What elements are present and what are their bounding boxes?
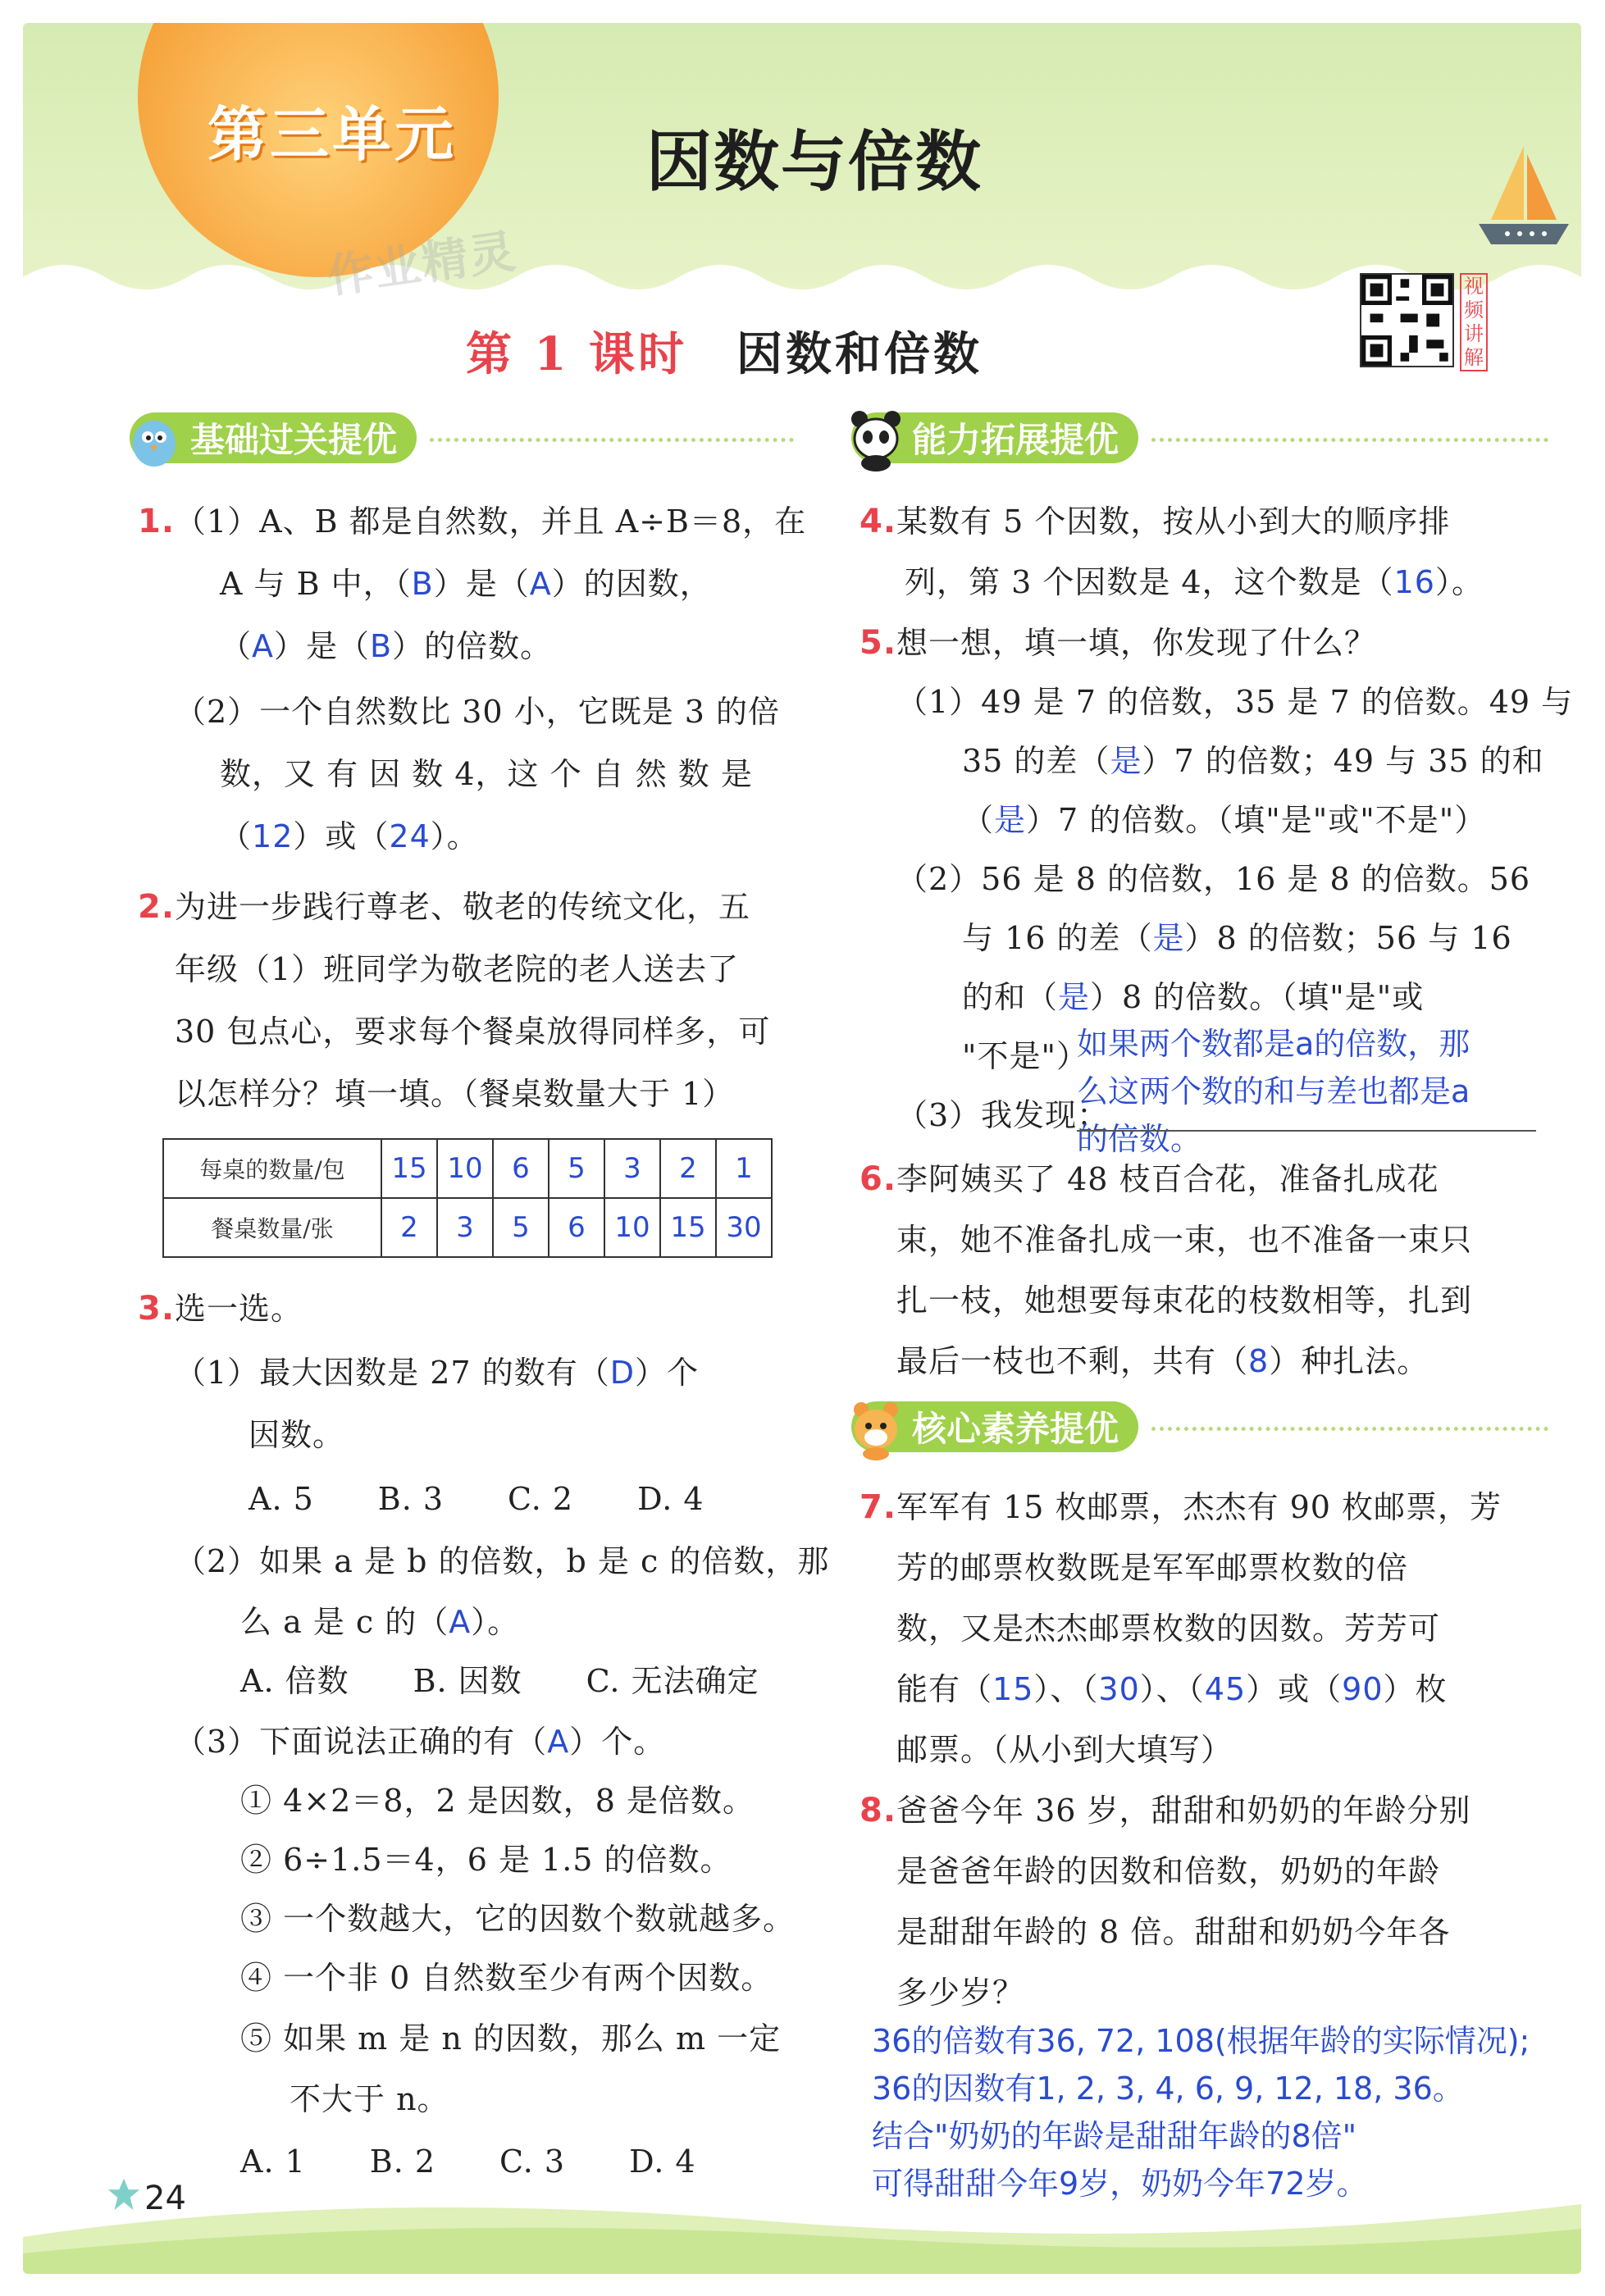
table-row xyxy=(163,1198,772,1257)
q7-text: 能有（ xyxy=(896,1671,993,1707)
q8-line4 xyxy=(896,1961,1024,2024)
q1-line4 xyxy=(175,681,780,743)
q1-text: ）是（ xyxy=(433,566,530,602)
q2-text: 以怎样分？填一填。（餐桌数量大于 1） xyxy=(175,1076,735,1112)
q3-p1-options xyxy=(249,1468,704,1530)
q5-text: （2）56 是 8 的倍数，16 是 8 的倍数。56 xyxy=(896,861,1531,897)
q3-p2-options xyxy=(240,1650,759,1712)
q8-line3 xyxy=(896,1901,1450,1963)
panda-mascot-icon xyxy=(845,403,907,472)
q1-text: ）。 xyxy=(430,818,479,854)
q7-answer[interactable]: 90 xyxy=(1342,1671,1384,1707)
table-cell[interactable]: 6 xyxy=(493,1139,549,1198)
q3-number: 3. xyxy=(138,1290,176,1328)
lesson-name: 因数和倍数 xyxy=(736,327,983,381)
page-number: 24 xyxy=(144,2180,186,2217)
q6-line3 xyxy=(896,1269,1472,1332)
q5-b1 xyxy=(896,848,1530,910)
q1-text: 数，又 有 因 数 4，这 个 自 然 数 是 xyxy=(220,756,753,792)
q7-line3 xyxy=(896,1597,1440,1660)
section-core-pill xyxy=(851,1401,1138,1452)
q2-line1 xyxy=(138,876,750,938)
q8-line1 xyxy=(859,1779,1471,1842)
q5-text: 与 16 的差（ xyxy=(962,920,1153,956)
q8-text: 是甜甜年龄的 8 倍。甜甜和奶奶今年各 xyxy=(896,1914,1451,1950)
q7-line2 xyxy=(896,1537,1408,1599)
dotted-rule xyxy=(1151,1427,1548,1431)
q5-a1 xyxy=(896,671,1573,733)
q5-text: "不是"） xyxy=(962,1038,1088,1074)
q3-text: ）个。 xyxy=(569,1724,666,1760)
q3-answer[interactable]: D xyxy=(609,1355,635,1391)
section-basic-label: 基础过关提优 xyxy=(190,420,398,460)
q8-text: 是爸爸年龄的因数和倍数，奶奶的年龄 xyxy=(896,1853,1441,1889)
q5-b2 xyxy=(962,907,1512,969)
lesson-number: 第 1 课时 xyxy=(466,327,687,381)
dotted-rule xyxy=(1151,438,1548,442)
table-cell[interactable]: 15 xyxy=(660,1198,716,1257)
q3-text: （1）最大因数是 27 的数有（ xyxy=(175,1355,610,1391)
q6-text: 最后一枝也不剩，共有（ xyxy=(896,1343,1249,1379)
q5-finding-line: 如果两个数都是a的倍数，那 xyxy=(1077,1026,1470,1062)
q6-text: 束，她不准备扎成一束，也不准备一束只 xyxy=(896,1222,1473,1258)
unit-label: 第三单元 xyxy=(207,100,458,169)
q5-finding-line: 的倍数。 xyxy=(1077,1121,1202,1157)
q6-text: 李阿姨买了 48 枝百合花，准备扎成花 xyxy=(896,1161,1439,1197)
q5-text: ）8 的倍数；56 与 16 xyxy=(1184,920,1512,956)
q1-answer[interactable]: 24 xyxy=(389,818,431,854)
q6-text: ）种扎法。 xyxy=(1269,1343,1429,1379)
q6-line2 xyxy=(896,1209,1472,1271)
q3-item2 xyxy=(240,1829,732,1891)
q3-text: ② 6÷1.5＝4，6 是 1.5 的倍数。 xyxy=(240,1842,732,1878)
q3-item3 xyxy=(240,1888,795,1950)
q4-number: 4. xyxy=(859,503,897,540)
q3-answer[interactable]: A xyxy=(449,1604,472,1640)
q1-line1 xyxy=(138,490,806,553)
q5-text: 的和（ xyxy=(962,979,1059,1015)
q3-item5b xyxy=(290,2068,449,2130)
section-basic xyxy=(130,408,794,467)
unit-title: 因数与倍数 xyxy=(646,124,983,200)
table-cell[interactable]: 3 xyxy=(604,1139,660,1198)
q7-answer[interactable]: 30 xyxy=(1098,1671,1140,1707)
q6-answer[interactable]: 8 xyxy=(1248,1343,1270,1379)
table-cell[interactable]: 1 xyxy=(716,1139,772,1198)
bird-mascot-icon xyxy=(123,403,185,472)
table-cell[interactable]: 2 xyxy=(660,1139,716,1198)
q1-text: ）或（ xyxy=(293,818,390,854)
workbook-page xyxy=(23,23,1581,2274)
q5-answer[interactable]: 是 xyxy=(994,802,1027,838)
q1-number: 1. xyxy=(138,503,176,540)
q1-line5 xyxy=(220,743,753,805)
q5-text: （3）我发现： xyxy=(896,1097,1110,1133)
q1-answer[interactable]: B xyxy=(370,628,393,664)
q5-b4 xyxy=(962,1025,1088,1087)
q3-text: ① 4×2＝8，2 是因数，8 是倍数。 xyxy=(240,1783,755,1819)
q2-text: 30 包点心，要求每个餐桌放得同样多，可 xyxy=(175,1014,771,1050)
q5-finding-line: 么这两个数的和与差也都是a xyxy=(1077,1073,1470,1109)
q8-solution-line: 36的因数有1, 2, 3, 4, 6, 9, 12, 18, 36。 xyxy=(872,2070,1464,2107)
q3-answer[interactable]: A xyxy=(547,1724,570,1760)
q8-text: 爸爸今年 36 岁，甜甜和奶奶的年龄分别 xyxy=(896,1793,1471,1829)
q7-line4 xyxy=(896,1658,1448,1720)
sailboat-icon xyxy=(1475,138,1573,253)
q5-text: （1）49 是 7 的倍数，35 是 7 的倍数。49 与 xyxy=(896,684,1574,720)
q5-answer[interactable]: 是 xyxy=(1152,920,1185,956)
table-cell[interactable]: 3 xyxy=(437,1198,493,1257)
q3-title xyxy=(138,1278,303,1340)
q1-text: （ xyxy=(220,628,253,664)
q2-table xyxy=(162,1138,773,1258)
q4-text: 某数有 5 个因数，按从小到大的顺序排 xyxy=(896,503,1451,540)
q5-answer[interactable]: 是 xyxy=(1058,979,1091,1015)
section-ability-label: 能力拓展提优 xyxy=(912,420,1119,460)
q2-line2 xyxy=(175,938,739,1000)
dotted-rule xyxy=(430,438,794,442)
q7-answer[interactable]: 15 xyxy=(992,1671,1034,1707)
q3-text: 不大于 n。 xyxy=(290,2081,449,2117)
footer-grass xyxy=(23,2188,1581,2274)
q4-line2 xyxy=(905,551,1484,613)
q1-line6 xyxy=(220,805,479,868)
q1-line2 xyxy=(220,553,712,615)
q5-text: ）7 的倍数；49 与 35 的和 xyxy=(1142,743,1544,779)
q6-text: 扎一枝，她想要每束花的枝数相等，扎到 xyxy=(896,1282,1473,1319)
q3-p2 xyxy=(175,1530,829,1592)
q4-line1 xyxy=(859,490,1450,553)
q5-number: 5. xyxy=(859,624,897,662)
q1-text: （1）A、B 都是自然数，并且 A÷B＝8，在 xyxy=(175,503,807,540)
q2-text: 为进一步践行尊老、敬老的传统文化，五 xyxy=(175,889,751,925)
q5-b3 xyxy=(962,966,1424,1028)
q7-text: 数，又是杰杰邮票枚数的因数。芳芳可 xyxy=(896,1610,1441,1647)
q5-text: （ xyxy=(962,802,995,838)
q5-a3 xyxy=(962,789,1486,851)
q5-answer[interactable]: 是 xyxy=(1110,743,1142,779)
q5-text: ）7 的倍数。（填"是"或"不是"） xyxy=(1026,802,1487,838)
q3-text: ④ 一个非 0 自然数至少有两个因数。 xyxy=(240,1960,773,1996)
q8-solution-line: 结合"奶奶的年龄是甜甜年龄的8倍" xyxy=(872,2118,1357,2154)
q7-text: ）、（ xyxy=(1139,1671,1205,1707)
q3-p1c xyxy=(249,1404,344,1466)
q5-text: 想一想，填一填，你发现了什么？ xyxy=(896,625,1377,661)
section-ability xyxy=(851,408,1548,467)
q1-answer[interactable]: B xyxy=(411,566,434,602)
q5-finding[interactable] xyxy=(1077,1020,1470,1163)
table-cell[interactable]: 10 xyxy=(604,1198,660,1257)
q8-number: 8. xyxy=(859,1792,897,1829)
q1-text: （2）一个自然数比 30 小，它既是 3 的倍 xyxy=(175,694,781,730)
q7-answer[interactable]: 45 xyxy=(1204,1671,1247,1707)
table-cell[interactable]: 5 xyxy=(549,1139,604,1198)
q1-text: ）的因数， xyxy=(551,566,712,602)
section-basic-pill xyxy=(130,412,417,463)
tiger-mascot-icon xyxy=(845,1392,907,1460)
table-cell[interactable]: 5 xyxy=(493,1198,549,1257)
q3-p3 xyxy=(175,1711,665,1773)
q5-text: ）8 的倍数。（填"是"或 xyxy=(1090,979,1425,1015)
q7-text: ）、（ xyxy=(1033,1671,1099,1707)
q6-line4 xyxy=(896,1330,1429,1392)
q1-line3 xyxy=(220,615,552,677)
video-explain-label: 视频讲解 xyxy=(1460,273,1488,371)
q2-number: 2. xyxy=(138,888,176,926)
q7-text: ）枚 xyxy=(1383,1671,1448,1707)
section-core xyxy=(851,1397,1548,1456)
star-icon xyxy=(105,2175,143,2213)
watermark: 作业精灵 xyxy=(324,225,521,304)
table-header-cell: 餐桌数量/张 xyxy=(163,1198,381,1257)
section-ability-pill xyxy=(851,412,1138,463)
table-cell[interactable]: 6 xyxy=(549,1198,604,1257)
q1-text: ）是（ xyxy=(274,628,371,664)
q3-item5 xyxy=(240,2007,781,2070)
q3-item4 xyxy=(240,1947,773,2009)
q3-text: 么 a 是 c 的（ xyxy=(240,1604,449,1640)
table-cell[interactable]: 10 xyxy=(437,1139,493,1198)
lesson-title xyxy=(466,318,983,384)
q1-text: （ xyxy=(220,818,253,854)
answer-underline xyxy=(1077,1130,1536,1132)
q8-solution-line: 36的倍数有36, 72, 108(根据年龄的实际情况); xyxy=(872,2023,1530,2059)
table-cell[interactable]: 15 xyxy=(381,1139,437,1198)
q3-item1 xyxy=(240,1770,755,1832)
q3-text: ③ 一个数越大，它的因数个数就越多。 xyxy=(240,1901,796,1937)
q3-text: （2）如果 a 是 b 的倍数，b 是 c 的倍数，那 xyxy=(175,1543,830,1579)
q8-solution-line: 可得甜甜今年9岁，奶奶今年72岁。 xyxy=(872,2166,1368,2202)
q7-line1 xyxy=(859,1476,1502,1538)
q3-text: 因数。 xyxy=(249,1417,345,1453)
q7-text: ）或（ xyxy=(1246,1671,1343,1707)
q4-text: ）。 xyxy=(1434,564,1484,600)
q1-text: A 与 B 中，（ xyxy=(220,566,412,602)
q4-answer[interactable]: 16 xyxy=(1393,564,1435,600)
q3-options: A. 倍数 B. 因数 C. 无法确定 xyxy=(240,1663,759,1699)
table-cell[interactable]: 2 xyxy=(381,1198,437,1257)
table-row xyxy=(163,1139,772,1198)
q3-options: A. 1 B. 2 C. 3 D. 4 xyxy=(240,2143,696,2180)
q7-text: 军军有 15 枚邮票，杰杰有 90 枚邮票，芳 xyxy=(896,1489,1502,1525)
q7-number: 7. xyxy=(859,1488,897,1526)
q7-text: 邮票。（从小到大填写） xyxy=(896,1732,1233,1768)
q2-line3 xyxy=(175,1000,770,1063)
q6-line1 xyxy=(859,1148,1439,1210)
q5-text: 35 的差（ xyxy=(962,743,1110,779)
q8-line2 xyxy=(896,1840,1440,1902)
q7-line5 xyxy=(896,1719,1233,1781)
q3-p2b xyxy=(240,1591,519,1653)
q3-p3-options xyxy=(240,2130,696,2193)
q3-text: ⑤ 如果 m 是 n 的因数，那么 m 一定 xyxy=(240,2020,782,2057)
table-cell[interactable]: 30 xyxy=(716,1198,772,1257)
q1-text: ）的倍数。 xyxy=(392,628,553,664)
q8-text: 多少岁？ xyxy=(896,1975,1025,2011)
q3-text: 选一选。 xyxy=(175,1291,303,1327)
q5-title xyxy=(859,612,1376,674)
q5-a2 xyxy=(962,730,1544,792)
q6-number: 6. xyxy=(859,1160,897,1198)
q1-answer[interactable]: A xyxy=(252,628,275,664)
q3-text: ）个 xyxy=(634,1355,699,1391)
q8-solution[interactable] xyxy=(872,2017,1530,2207)
q2-text: 年级（1）班同学为敬老院的老人送去了 xyxy=(175,951,740,987)
table-header-cell: 每桌的数量/包 xyxy=(163,1139,381,1198)
q3-p1 xyxy=(175,1342,699,1404)
q7-text: 芳的邮票枚数既是军军邮票枚数的倍 xyxy=(896,1550,1409,1586)
q1-answer[interactable]: A xyxy=(529,566,552,602)
q3-text: （3）下面说法正确的有（ xyxy=(175,1724,548,1760)
qr-code-icon[interactable] xyxy=(1360,273,1454,367)
q3-options: A. 5 B. 3 C. 2 D. 4 xyxy=(249,1481,704,1517)
q4-text: 列，第 3 个因数是 4，这个数是（ xyxy=(905,564,1394,600)
section-core-label: 核心素养提优 xyxy=(912,1409,1119,1449)
q3-text: ）。 xyxy=(471,1604,520,1640)
q1-answer[interactable]: 12 xyxy=(252,818,294,854)
q2-line4 xyxy=(175,1063,734,1125)
